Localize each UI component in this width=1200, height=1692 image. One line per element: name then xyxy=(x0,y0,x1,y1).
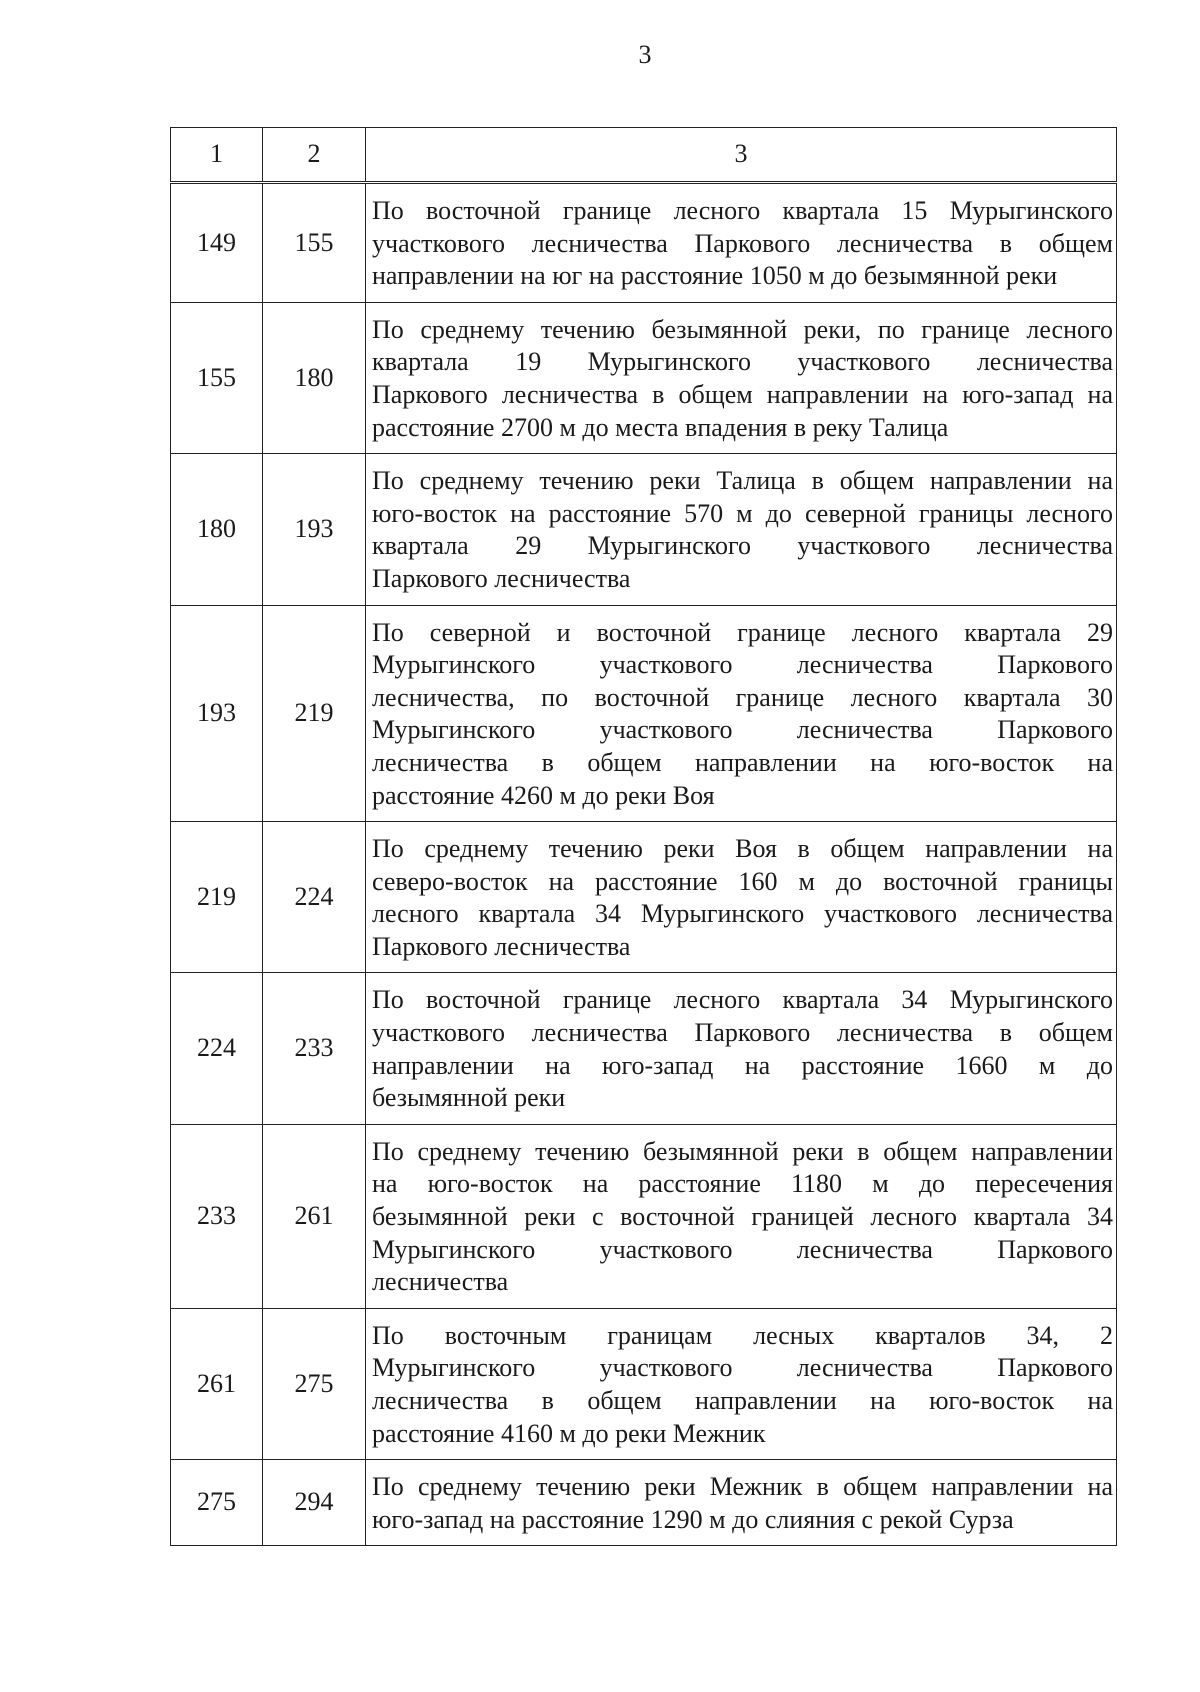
description-cell xyxy=(366,1308,1117,1459)
description-line: Паркового лесничества в общем направлении на юго-запад на xyxy=(372,379,1113,409)
point-from-cell: 261 xyxy=(171,1308,263,1459)
point-from-cell: 219 xyxy=(171,822,263,973)
description-line: безымянной реки с восточной границей лесного квартала 34 xyxy=(372,1202,1113,1232)
description-line: участкового лесничества Паркового лесничества в общем xyxy=(372,1018,1113,1048)
description-line: расстояние 4260 м до реки Воя xyxy=(372,780,715,810)
point-to-cell: 233 xyxy=(263,973,366,1124)
description-cell xyxy=(366,605,1117,822)
description-line: По среднему течению безымянной реки, по границе лесного xyxy=(372,314,1113,344)
description-line: на юго-восток на расстояние 1180 м до пересечения xyxy=(372,1169,1113,1199)
description-line: Мурыгинского участкового лесничества Паркового xyxy=(372,715,1113,745)
table-row xyxy=(171,1460,1117,1546)
description-line: лесничества в общем направлении на юго-восток на xyxy=(372,1386,1113,1415)
point-to-cell: 261 xyxy=(263,1124,366,1308)
point-to-cell: 224 xyxy=(263,822,366,973)
point-from-cell: 193 xyxy=(171,605,263,822)
description-cell xyxy=(366,302,1117,453)
description-line: расстояние 2700 м до места впадения в реку Талица xyxy=(372,412,949,442)
description-cell xyxy=(366,454,1117,605)
description-line: направлении на юг на расстояние 1050 м до безымянной реки xyxy=(372,261,1058,291)
description-cell xyxy=(366,1460,1117,1546)
point-to-cell: 219 xyxy=(263,605,366,822)
description-line: По среднему течению реки Воя в общем направлении на xyxy=(372,834,1113,864)
table-row xyxy=(171,605,1117,822)
point-from-cell: 180 xyxy=(171,454,263,605)
table-row xyxy=(171,183,1117,303)
description-line: Паркового лесничества xyxy=(372,563,631,593)
point-to-cell: 193 xyxy=(263,454,366,605)
description-line: юго-восток на расстояние 570 м до северной границы лесного xyxy=(372,498,1113,528)
description-line: лесничества в общем направлении на юго-восток на xyxy=(372,747,1113,777)
point-from-cell: 224 xyxy=(171,973,263,1124)
description-line: Мурыгинского участкового лесничества Паркового xyxy=(372,1234,1113,1264)
point-to-cell: 275 xyxy=(263,1308,366,1459)
table-header xyxy=(171,128,1117,183)
table-body xyxy=(171,183,1117,1546)
table-row xyxy=(171,822,1117,973)
table-row xyxy=(171,302,1117,453)
description-cell xyxy=(366,183,1117,303)
description-line: лесничества xyxy=(372,1267,509,1297)
description-line: лесничества, по восточной границе лесного квартала 30 xyxy=(372,682,1113,712)
description-line: направлении на юго-запад на расстояние 1660 м до xyxy=(372,1050,1113,1080)
description-cell xyxy=(366,1124,1117,1308)
description-line: квартала 19 Мурыгинского участкового лесничества xyxy=(372,347,1113,377)
description-line: лесного квартала 34 Мурыгинского участкового лесничества xyxy=(372,899,1113,929)
point-from-cell: 149 xyxy=(171,183,263,303)
header-col-1: 1 xyxy=(171,128,263,183)
description-line: Паркового лесничества xyxy=(372,931,631,961)
point-from-cell: 233 xyxy=(171,1124,263,1308)
description-line: Мурыгинского участкового лесничества Паркового xyxy=(372,1353,1113,1383)
description-line: безымянной реки xyxy=(372,1083,566,1113)
description-line: По среднему течению реки Межник в общем направлении на xyxy=(372,1472,1113,1502)
header-row xyxy=(171,128,1117,183)
page-number: 3 xyxy=(638,40,652,69)
point-from-cell: 155 xyxy=(171,302,263,453)
description-line: участкового лесничества Паркового лесничества в общем xyxy=(372,228,1113,258)
description-line: По северной и восточной границе лесного квартала 29 xyxy=(372,617,1113,647)
header-col-2: 2 xyxy=(263,128,366,183)
point-from-cell: 275 xyxy=(171,1460,263,1546)
description-line: квартала 29 Мурыгинского участкового лесничества xyxy=(372,531,1113,561)
table-row xyxy=(171,454,1117,605)
description-cell xyxy=(366,822,1117,973)
description-cell xyxy=(366,973,1117,1124)
description-line: юго-запад на расстояние 1290 м до слияния с рекой Сурза xyxy=(372,1504,1014,1534)
description-line: По среднему течению реки Талица в общем направлении на xyxy=(372,466,1113,496)
description-line: По восточной границе лесного квартала 15 Мурыгинского xyxy=(372,196,1113,225)
point-to-cell: 180 xyxy=(263,302,366,453)
table-row xyxy=(171,1308,1117,1459)
point-to-cell: 155 xyxy=(263,183,366,303)
table-row xyxy=(171,973,1117,1124)
description-line: северо-восток на расстояние 160 м до восточной границы xyxy=(372,866,1113,896)
description-line: По среднему течению безымянной реки в общем направлении xyxy=(372,1136,1113,1166)
description-line: Мурыгинского участкового лесничества Паркового xyxy=(372,650,1113,680)
boundary-table xyxy=(170,127,1117,1546)
description-line: По восточным границам лесных кварталов 34, 2 xyxy=(372,1320,1113,1350)
description-line: По восточной границе лесного квартала 34 Мурыгинского xyxy=(372,985,1113,1015)
header-col-3: 3 xyxy=(366,128,1117,183)
point-to-cell: 294 xyxy=(263,1460,366,1546)
table-row xyxy=(171,1124,1117,1308)
description-line: расстояние 4160 м до реки Межник xyxy=(372,1418,766,1448)
